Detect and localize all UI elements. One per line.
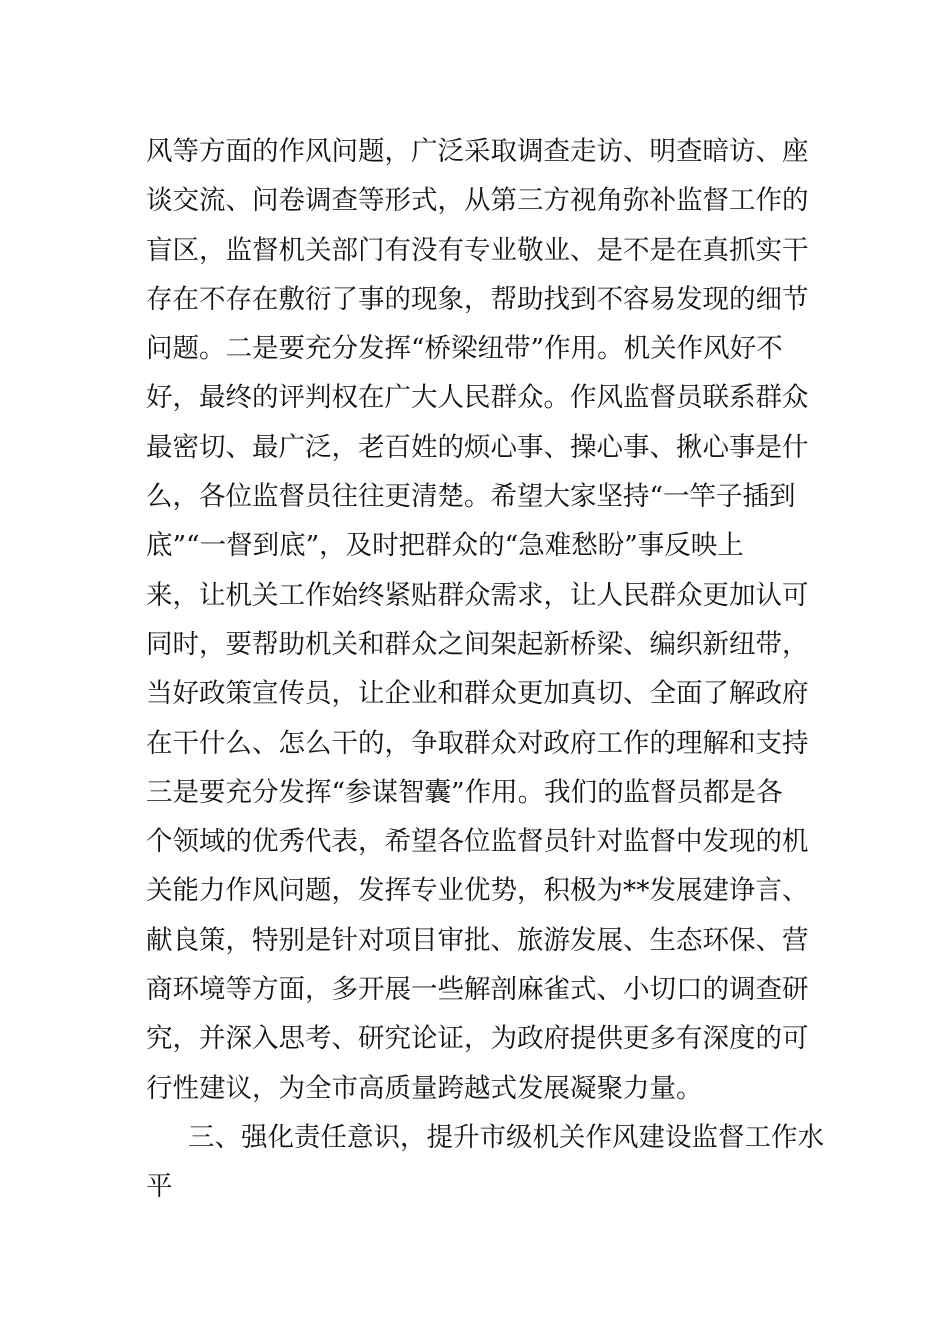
text-line: 最密切、最广泛，老百姓的烦心事、操心事、揪心事是什 xyxy=(146,431,809,463)
section-heading-continuation: 平 xyxy=(146,1171,173,1203)
text-line: 盲区，监督机关部门有没有专业敬业、是不是在真抓实干 xyxy=(146,234,809,266)
text-line: 在干什么、怎么干的，争取群众对政府工作的理解和支持 xyxy=(146,727,809,759)
text-line: 谈交流、问卷调查等形式，从第三方视角弥补监督工作的 xyxy=(146,185,809,217)
text-line: 行性建议，为全市高质量跨越式发展凝聚力量。 xyxy=(146,1072,703,1104)
text-line: 同时，要帮助机关和群众之间架起新桥梁、编织新纽带， xyxy=(146,628,809,660)
text-line: 问题。二是要充分发挥“桥梁纽带”作用。机关作风好不 xyxy=(146,333,783,365)
text-line: 关能力作风问题，发挥专业优势，积极为**发展建诤言、 xyxy=(146,875,809,907)
text-line: 风等方面的作风问题，广泛采取调查走访、明查暗访、座 xyxy=(146,136,809,167)
text-line: 商环境等方面，多开展一些解剖麻雀式、小切口的调查研 xyxy=(146,974,809,1006)
text-line: 么，各位监督员往往更清楚。希望大家坚持“一竿子插到 xyxy=(146,481,796,513)
body-text xyxy=(146,127,824,1212)
section-heading: 三、强化责任意识，提升市级机关作风建设监督工作水 xyxy=(188,1121,824,1153)
text-line: 献良策，特别是针对项目审批、旅游发展、生态环保、营 xyxy=(146,924,809,956)
text-line: 好，最终的评判权在广大人民群众。作风监督员联系群众 xyxy=(146,382,809,414)
text-line: 存在不存在敷衍了事的现象，帮助找到不容易发现的细节 xyxy=(146,283,809,315)
text-line: 当好政策宣传员，让企业和群众更加真切、全面了解政府 xyxy=(146,678,809,710)
text-line: 个领域的优秀代表，希望各位监督员针对监督中发现的机 xyxy=(146,826,809,858)
text-line: 来，让机关工作始终紧贴群众需求，让人民群众更加认可 xyxy=(146,579,809,611)
text-line: 底”“一督到底”，及时把群众的“急难愁盼”事反映上 xyxy=(146,530,744,562)
text-line: 究，并深入思考、研究论证，为政府提供更多有深度的可 xyxy=(146,1023,809,1055)
text-line: 三是要充分发挥“参谋智囊”作用。我们的监督员都是各 xyxy=(146,776,783,808)
